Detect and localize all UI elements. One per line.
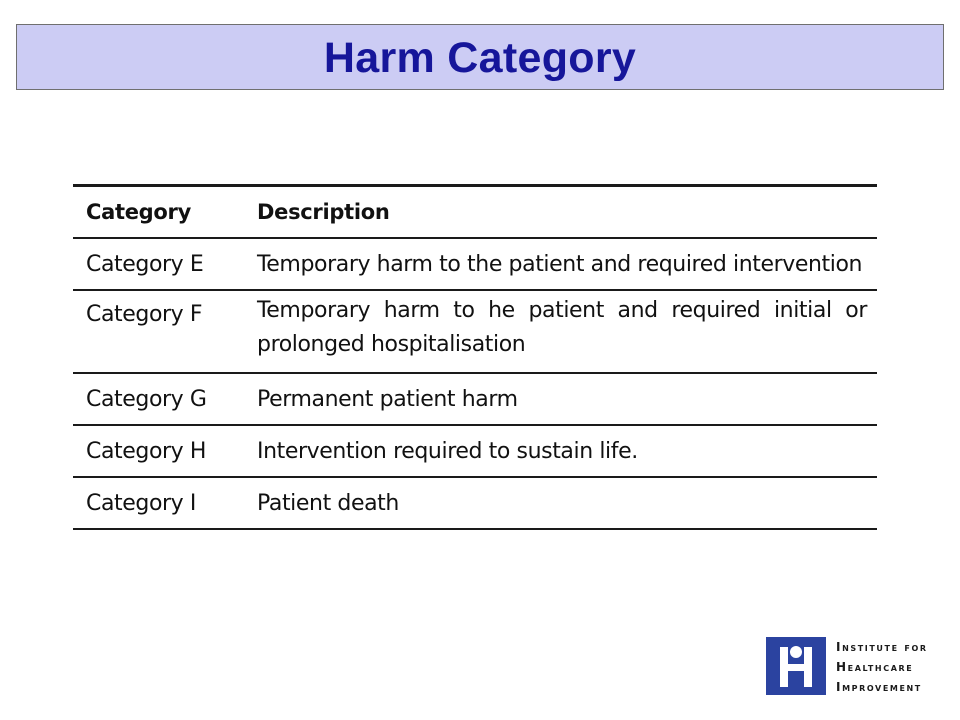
table-row bbox=[73, 425, 877, 477]
ihi-logo-mark-icon bbox=[766, 637, 826, 695]
harm-category-table bbox=[73, 184, 877, 530]
category-cell: Category F bbox=[73, 290, 244, 373]
description-cell: Temporary harm to he patient and required initial or prolonged hospitalisation bbox=[244, 290, 877, 373]
column-header-category: Category bbox=[73, 186, 244, 239]
table-row bbox=[73, 238, 877, 290]
slide-title: Harm Category bbox=[323, 34, 637, 82]
title-banner bbox=[16, 24, 944, 90]
logo-wordmark bbox=[836, 637, 928, 697]
table-header-row bbox=[73, 186, 877, 239]
table-row bbox=[73, 290, 877, 373]
category-cell: Category E bbox=[73, 238, 244, 290]
logo-line: Improvement bbox=[836, 680, 922, 694]
category-cell: Category H bbox=[73, 425, 244, 477]
category-cell: Category G bbox=[73, 373, 244, 425]
description-cell: Intervention required to sustain life. bbox=[244, 425, 877, 477]
logo-line: Healthcare bbox=[836, 660, 914, 674]
logo-line: Institute for bbox=[836, 640, 928, 654]
column-header-description: Description bbox=[244, 186, 877, 239]
category-cell: Category I bbox=[73, 477, 244, 529]
table-row bbox=[73, 373, 877, 425]
description-cell: Temporary harm to the patient and required intervention bbox=[244, 238, 877, 290]
table-row bbox=[73, 477, 877, 529]
description-cell: Patient death bbox=[244, 477, 877, 529]
ihi-logo bbox=[766, 637, 936, 697]
description-cell: Permanent patient harm bbox=[244, 373, 877, 425]
